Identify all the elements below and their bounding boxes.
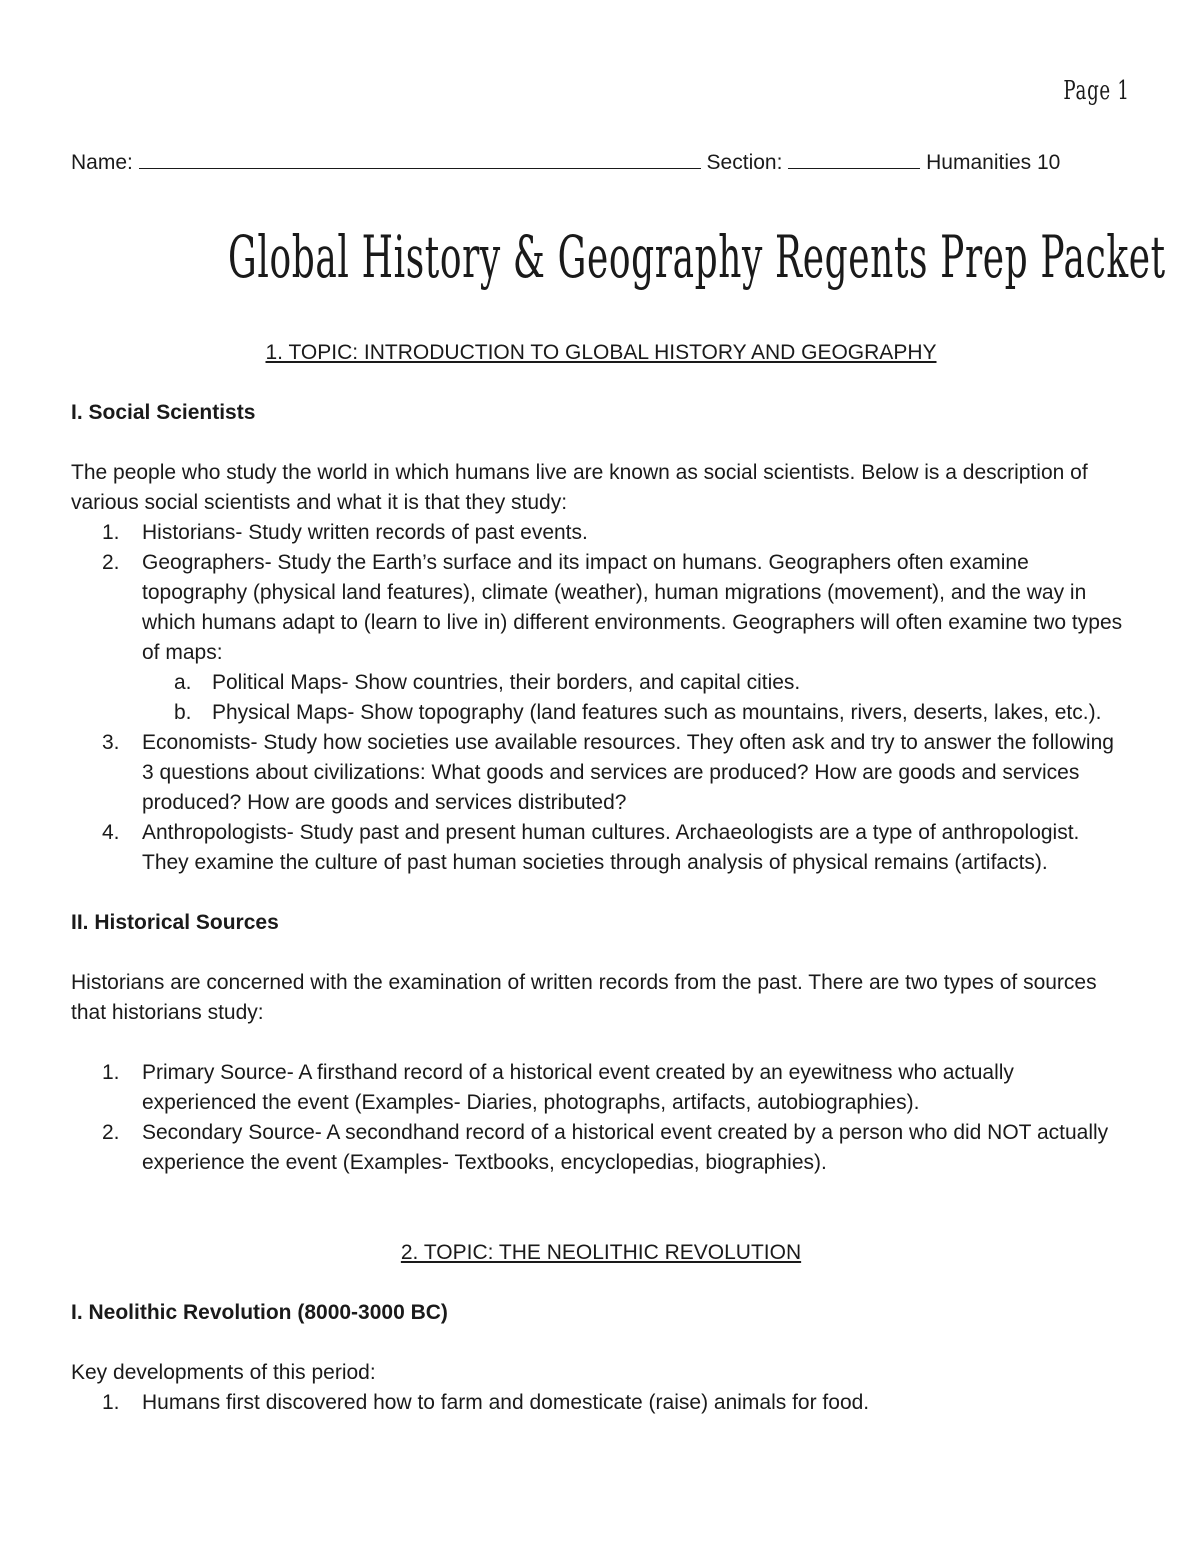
topic1-heading: 1. TOPIC: INTRODUCTION TO GLOBAL HISTORY AND GEOGRAPHY <box>265 341 937 364</box>
item-text: Historians- Study written records of past events. <box>142 521 588 544</box>
neolithic-heading: I. Neolithic Revolution (8000-3000 BC) <box>71 1301 448 1324</box>
item-letter: a. <box>174 671 192 694</box>
item-number: 2. <box>102 1121 120 1144</box>
sub-list-item <box>71 698 1131 728</box>
packet-title: Global History & Geography Regents Prep Packet <box>228 223 1166 291</box>
item-text: Physical Maps- Show topography (land features such as mountains, rivers, deserts, lakes, etc.). <box>212 701 1102 724</box>
list-item <box>71 728 1131 818</box>
item-text: Primary Source- A firsthand record of a historical event created by an eyewitness who actually experienced the event (Examples- Diaries, photographs, artifacts, autobiographies). <box>142 1061 1014 1114</box>
neolithic-list <box>71 1388 1131 1418</box>
list-item <box>71 518 1131 548</box>
section-label: Section: <box>706 151 783 174</box>
list-item <box>71 1058 1131 1118</box>
topic2-heading: 2. TOPIC: THE NEOLITHIC REVOLUTION <box>400 1241 802 1264</box>
item-number: 2. <box>102 551 120 574</box>
social-scientists-list <box>71 518 1131 878</box>
historical-sources-heading: II. Historical Sources <box>71 911 279 934</box>
item-text: Secondary Source- A secondhand record of a historical event created by a person who did NOT actually experience the event (Examples- Textbooks, encyclopedias, biographies). <box>142 1121 1109 1174</box>
item-text: Anthropologists- Study past and present human cultures. Archaeologists are a type of anthropologist. They examine the culture of past human societies through analysis of physical remains (artifacts). <box>142 821 1080 874</box>
list-item <box>71 1388 1131 1418</box>
student-info-line <box>71 148 1131 178</box>
page-number: Page 1 <box>1063 76 1130 106</box>
section-blank[interactable] <box>788 150 920 169</box>
sub-list-item <box>71 668 1131 698</box>
course-label: Humanities 10 <box>926 151 1061 174</box>
list-item <box>71 548 1131 668</box>
item-number: 1. <box>102 1061 120 1084</box>
item-letter: b. <box>174 701 192 724</box>
item-text: Economists- Study how societies use available resources. They often ask and try to answer the following 3 questions about civilizations: What goods and services are produced? How are goods and services produced? How are goods and services distributed? <box>142 731 1114 814</box>
name-label: Name: <box>71 151 133 174</box>
item-text: Geographers- Study the Earth’s surface and its impact on humans. Geographers often examine topography (physical land features), climate (weather), human migrations (movement), and the way in which humans adapt to (learn to live in) different environments. Geographers will often examine two types of maps: <box>142 551 1123 664</box>
item-text: Humans first discovered how to farm and domesticate (raise) animals for food. <box>142 1391 870 1414</box>
item-number: 1. <box>102 1391 120 1414</box>
social-scientists-heading: I. Social Scientists <box>71 401 256 424</box>
item-number: 4. <box>102 821 120 844</box>
item-text: Political Maps- Show countries, their borders, and capital cities. <box>212 671 801 694</box>
historical-sources-list <box>71 1058 1131 1178</box>
neolithic-intro: Key developments of this period: <box>71 1361 376 1384</box>
historical-sources-intro: Historians are concerned with the examination of written records from the past. There are two types of sources that historians study: <box>71 971 1097 1024</box>
item-number: 1. <box>102 521 120 544</box>
document-body <box>71 338 1131 1418</box>
list-item <box>71 1118 1131 1178</box>
list-item <box>71 818 1131 878</box>
item-number: 3. <box>102 731 120 754</box>
social-scientists-intro: The people who study the world in which humans live are known as social scientists. Below is a description of various social scientists and what it is that they study: <box>71 461 1088 514</box>
name-blank[interactable] <box>139 150 701 169</box>
